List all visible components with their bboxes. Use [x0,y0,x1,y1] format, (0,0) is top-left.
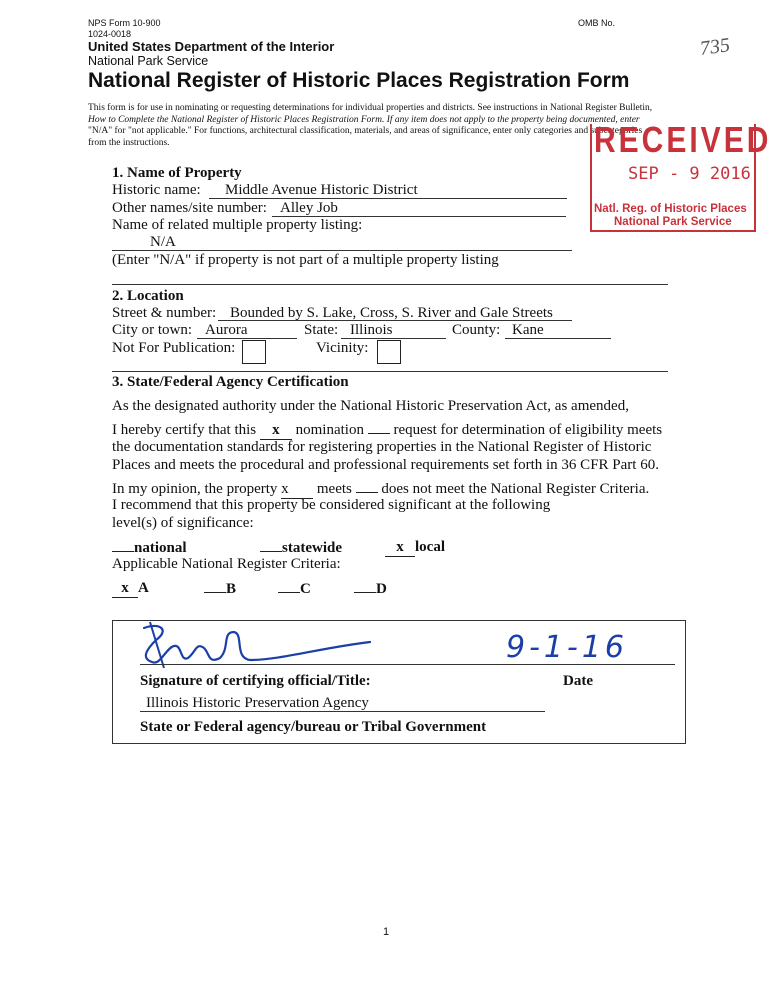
criteria-label: Applicable National Register Criteria: [112,556,341,572]
request-mark[interactable] [368,421,390,434]
criteria-c[interactable] [278,580,311,598]
opinion-text: In my opinion, the property [112,481,278,497]
section-divider [112,371,668,372]
service-name: National Park Service [88,54,209,68]
criteria-d-mark[interactable] [354,580,376,593]
stamp-date: SEP - 9 2016 [628,164,751,184]
city-label: City or town: [112,322,193,338]
received-stamp [590,120,772,232]
instructions-line: from the instructions. [88,137,170,148]
criteria-b-mark[interactable] [204,580,226,593]
certification-paragraph-2 [112,421,662,440]
certify-text: I hereby certify that this [112,422,257,438]
meets-mark[interactable]: x [281,481,313,499]
department-name: United States Department of the Interior [88,39,335,54]
county-label: County: [452,322,501,338]
criteria-a-mark[interactable]: x [112,580,138,598]
historic-name-label: Historic name: [112,182,201,198]
criteria-b[interactable] [204,580,236,598]
does-not-meet-mark[interactable] [356,480,378,493]
section-1-note: (Enter "N/A" if property is not part of a multiple property listing [112,252,499,268]
signature-label: Signature of certifying official/Title: [140,673,371,689]
related-listing-value: N/A [150,234,176,250]
vicinity-label: Vicinity: [316,340,369,356]
request-text: request for determination of eligibility meets [393,422,663,438]
section-2-heading: 2. Location [112,288,184,304]
stamp-received-text: RECEIVED [594,120,772,161]
criteria-c-text: C [300,581,311,597]
level-statewide-text: statewide [282,540,342,556]
section-divider [112,284,668,285]
criteria-c-mark[interactable] [278,580,300,593]
level-national-mark[interactable] [112,539,134,552]
historic-name-value: Middle Avenue Historic District [225,182,418,198]
section-3-heading: 3. State/Federal Agency Certification [112,374,349,390]
meets-text: meets [316,481,352,497]
certification-line: Places and meets the procedural and professional requirements set forth in 36 CFR Part 60. [112,457,659,473]
page-number: 1 [383,926,390,938]
omb-label: OMB No. [578,18,616,28]
instructions-line: This form is for use in nominating or requesting determinations for individual properties and districts. See instructions in National Register Bulletin, [88,103,653,113]
county-value: Kane [512,322,544,338]
criteria-b-text: B [226,581,237,597]
level-statewide[interactable] [260,539,342,557]
date-label: Date [563,673,593,689]
omb-number: 1024-0018 [88,29,132,39]
nomination-text: nomination [295,422,364,438]
nomination-mark[interactable]: x [260,422,292,440]
not-for-publication-label: Not For Publication: [112,340,236,356]
criteria-d[interactable] [354,580,387,598]
vicinity-checkbox[interactable] [377,340,401,364]
certification-paragraph-1: As the designated authority under the National Historic Preservation Act, as amended, [112,398,629,414]
stamp-line-2: National Park Service [614,216,732,228]
level-statewide-mark[interactable] [260,539,282,552]
level-national-text: national [134,540,187,556]
agency-value: Illinois Historic Preservation Agency [146,695,369,711]
criteria-a[interactable] [112,580,149,598]
related-listing-label: Name of related multiple property listing: [112,217,363,233]
signature-date-handwritten: 9-1-16 [506,630,628,665]
not-for-publication-checkbox[interactable] [242,340,266,364]
opinion-line: I recommend that this property be considered significant at the following [112,497,551,513]
level-national[interactable] [112,539,187,557]
page-title: National Register of Historic Places Registration Form [88,69,630,92]
agency-label: State or Federal agency/bureau or Tribal Government [140,719,487,735]
criteria-d-text: D [376,581,387,597]
certification-line: the documentation standards for registering properties in the National Register of Historic [112,439,652,455]
form-number: NPS Form 10-900 [88,18,161,28]
street-label: Street & number: [112,305,217,321]
state-label: State: [304,322,339,338]
level-local-mark[interactable]: x [385,539,415,557]
signature-scribble [130,618,390,678]
level-local[interactable] [385,539,445,557]
section-1-heading: 1. Name of Property [112,165,242,181]
stamp-line-1: Natl. Reg. of Historic Places [594,203,747,215]
city-value: Aurora [205,322,248,338]
criteria-a-text: A [138,580,149,596]
handwritten-number: 735 [698,34,732,60]
state-value: Illinois [350,322,393,338]
other-names-value: Alley Job [280,200,338,216]
level-local-text: local [415,539,445,555]
instructions-line: How to Complete the National Register of Historic Places Registration Form. If any item does not apply to the property being documented, enter [88,114,640,125]
opinion-line: level(s) of significance: [112,515,254,531]
instructions-line: "N/A" for "not applicable." For functions, architectural classification, materials, and areas of significance, enter only categories and subcategories [88,126,643,136]
street-value: Bounded by S. Lake, Cross, S. River and Gale Streets [230,305,553,321]
other-names-label: Other names/site number: [112,200,267,216]
does-not-meet-text: does not meet the National Register Criteria. [381,481,650,497]
